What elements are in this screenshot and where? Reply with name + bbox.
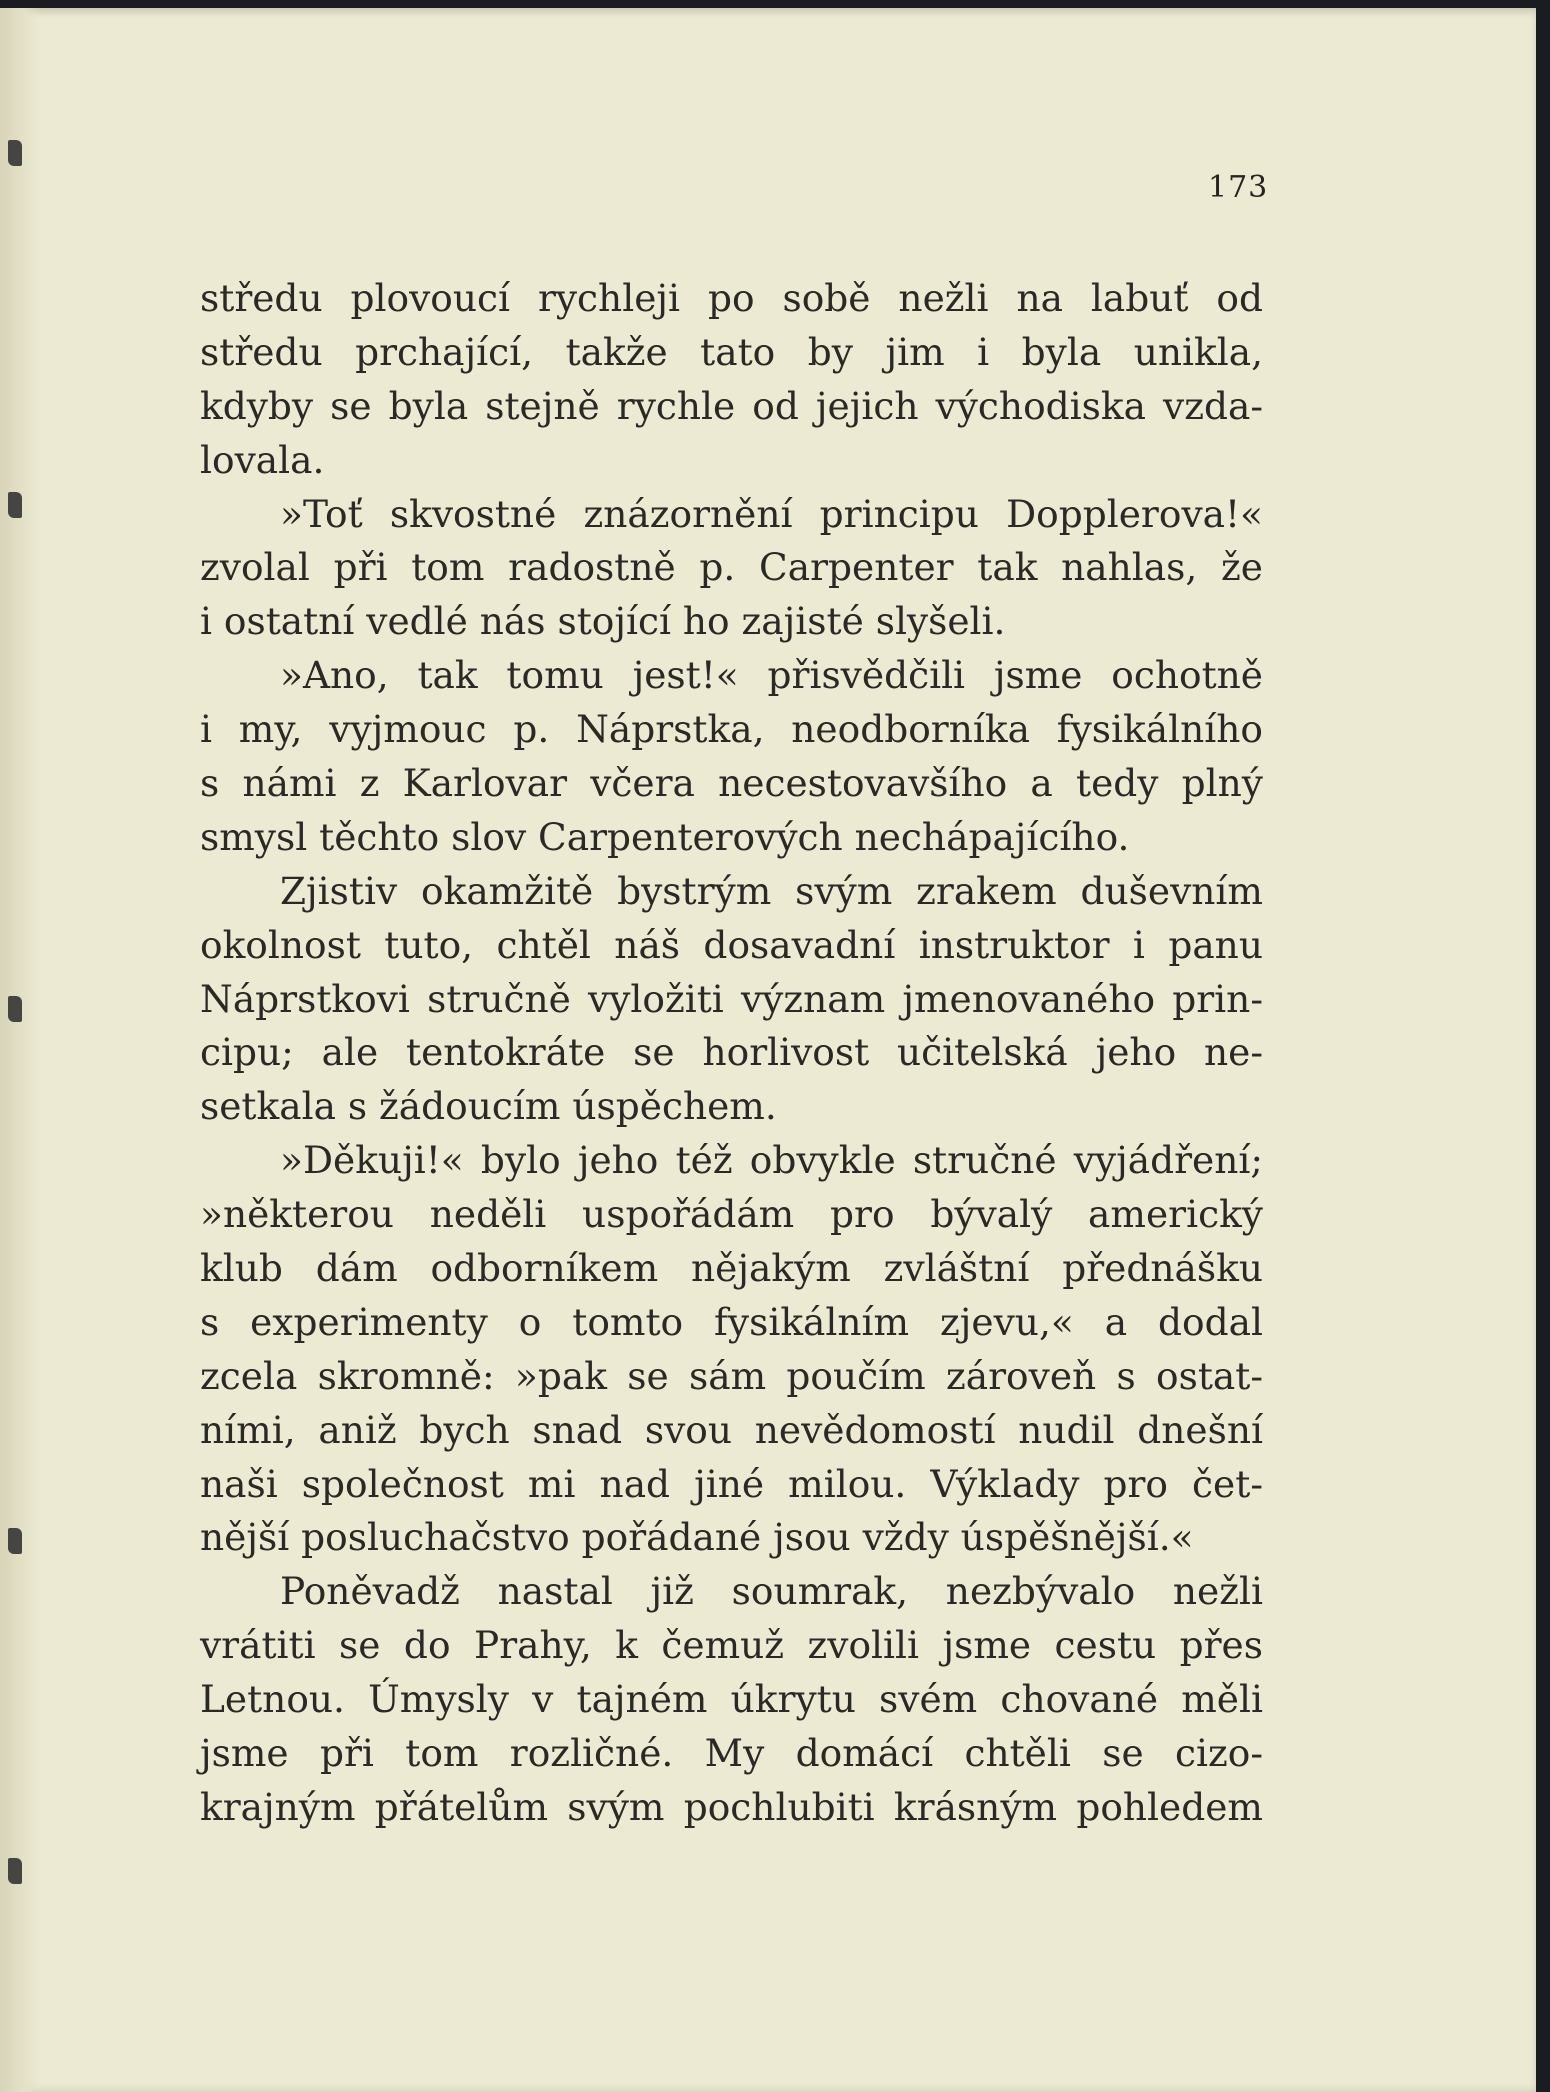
text-line: klub dám odborníkem nějakým zvláštní přednášku xyxy=(200,1246,1263,1291)
text-line: Letnou. Úmysly v tajném úkrytu svém chované měli xyxy=(200,1677,1263,1722)
text-line: středu prchající, takže tato by jim i byla unikla, xyxy=(200,329,1263,374)
binding-thread-mark xyxy=(8,492,22,518)
text-line: setkala s žádoucím úspěchem. xyxy=(200,1084,777,1129)
text-line: lovala. xyxy=(200,437,325,482)
binding-thread-mark xyxy=(8,1528,22,1554)
text-line: s námi z Karlovar včera necestovavšího a tedy plný xyxy=(200,761,1263,806)
text-line: jsme při tom rozličné. My domácí chtěli se cizo- xyxy=(200,1731,1263,1776)
book-page xyxy=(0,8,1536,2092)
text-line: kdyby se byla stejně rychle od jejich východiska vzda- xyxy=(200,383,1263,428)
text-line: vrátiti se do Prahy, k čemuž zvolili jsme cestu přes xyxy=(200,1623,1263,1668)
binding-thread-mark xyxy=(8,996,22,1022)
text-line: středu plovoucí rychleji po sobě nežli na labuť od xyxy=(200,276,1263,320)
text-line: i ostatní vedlé nás stojící ho zajisté slyšeli. xyxy=(200,599,1006,644)
text-line: »Ano, tak tomu jest!« přisvědčili jsme ochotně xyxy=(280,653,1263,698)
text-line: Náprstkovi stručně vyložiti význam jmenovaného prin- xyxy=(200,976,1263,1021)
text-line: s experimenty o tomto fysikálním zjevu,« a dodal xyxy=(200,1299,1263,1344)
text-line: krajným přátelům svým pochlubiti krásným pohledem xyxy=(200,1784,1263,1829)
body-text xyxy=(200,272,1263,1835)
binding-edge xyxy=(0,8,40,2092)
binding-thread-mark xyxy=(8,1858,22,1884)
text-line: cipu; ale tentokráte se horlivost učitelská jeho ne- xyxy=(200,1030,1263,1075)
text-line: smysl těchto slov Carpenterových nechápajícího. xyxy=(200,814,1130,859)
text-line: »Děkuji!« bylo jeho též obvykle stručné vyjádření; xyxy=(280,1138,1263,1183)
text-line: Zjistiv okamžitě bystrým svým zrakem duševním xyxy=(280,868,1263,913)
text-line: Poněvadž nastal již soumrak, nezbývalo nežli xyxy=(280,1569,1263,1614)
text-line: »Toť skvostné znázornění principu Dopplerova!« xyxy=(280,491,1263,536)
binding-thread-mark xyxy=(8,140,22,166)
text-line: zcela skromně: »pak se sám poučím zároveň s ostat- xyxy=(200,1353,1263,1398)
text-line: zvolal při tom radostně p. Carpenter tak nahlas, že xyxy=(200,545,1263,590)
text-line: ními, aniž bych snad svou nevědomostí nudil dnešní xyxy=(200,1407,1263,1452)
text-line: i my, vyjmouc p. Náprstka, neodborníka fysikálního xyxy=(200,707,1263,752)
text-line: »některou neděli uspořádám pro bývalý americký xyxy=(200,1192,1263,1237)
text-line: okolnost tuto, chtěl náš dosavadní instruktor i panu xyxy=(200,922,1263,967)
page-number: 173 xyxy=(1208,170,1269,205)
text-line: nější posluchačstvo pořádané jsou vždy úspěšnější.« xyxy=(200,1515,1194,1560)
text-line: naši společnost mi nad jiné milou. Výklady pro čet- xyxy=(200,1461,1263,1506)
